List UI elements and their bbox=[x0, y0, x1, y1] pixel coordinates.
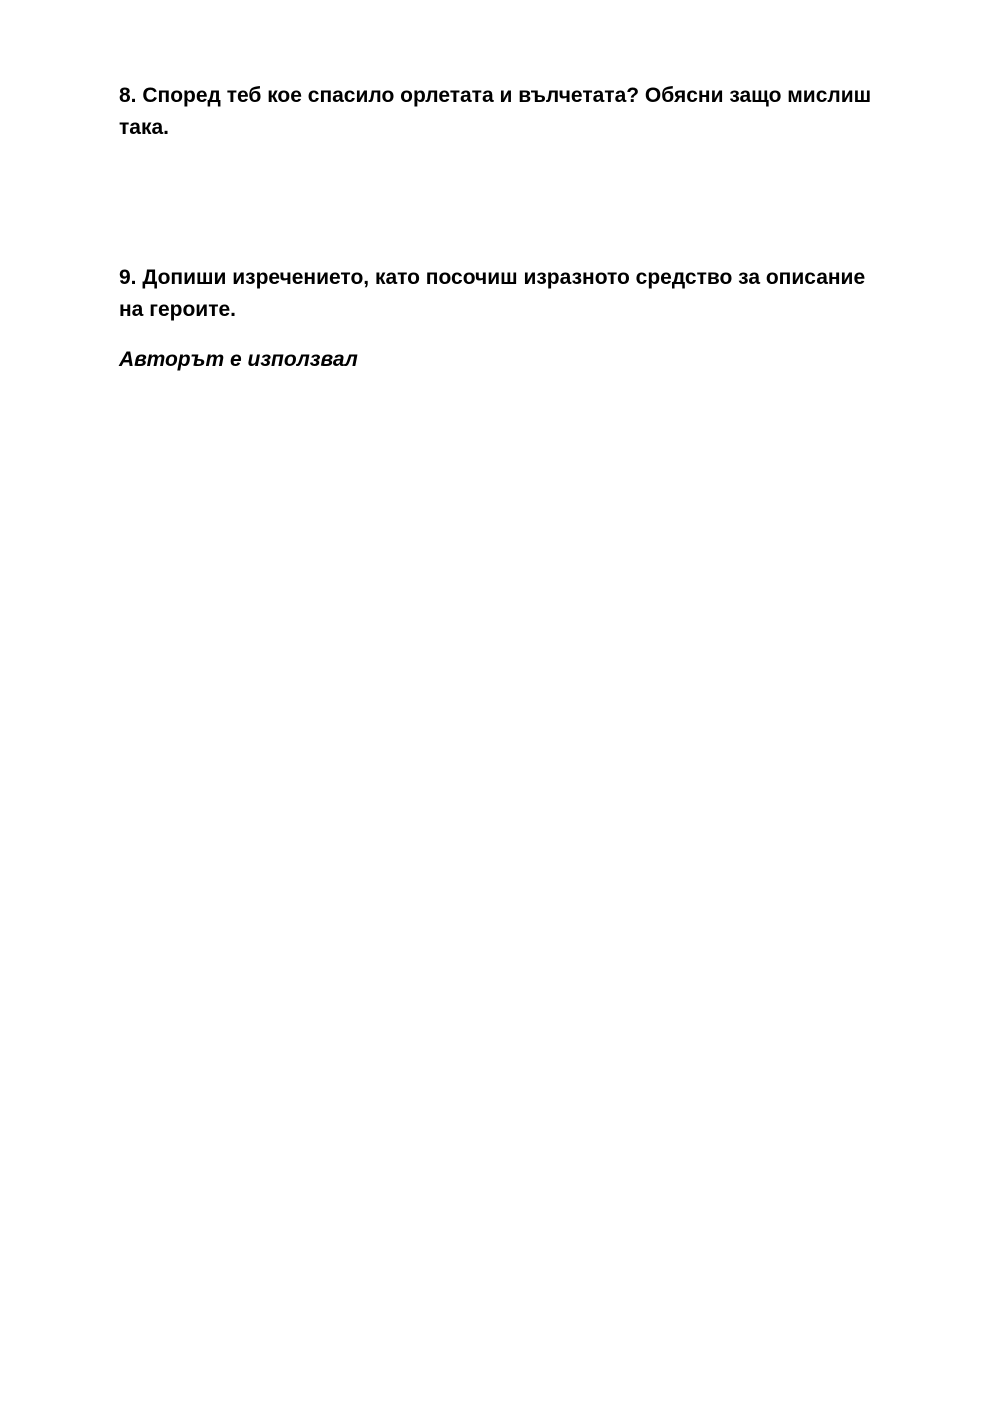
question-8 bbox=[119, 80, 879, 144]
question-9-line-2: на героите. bbox=[119, 298, 236, 321]
question-8-line-1: 8. Според теб кое спасило орлетата и вълчетата? Обясни защо мислиш bbox=[119, 84, 872, 107]
question-9-line-1: 9. Допиши изречението, като посочиш изразното средство за описание bbox=[119, 266, 866, 289]
question-9 bbox=[119, 262, 879, 326]
question-9-answer-prompt: Авторът е използвал bbox=[119, 348, 358, 371]
question-8-line-2: така. bbox=[119, 116, 169, 139]
